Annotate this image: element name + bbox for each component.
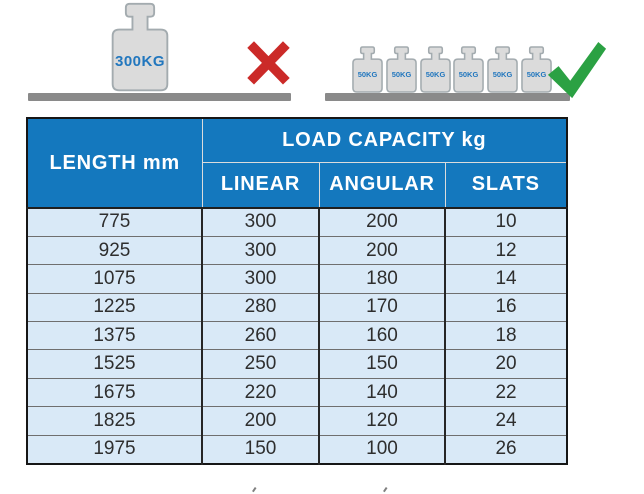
table-cell: 16	[445, 293, 567, 321]
table-row	[27, 208, 567, 236]
table-header	[27, 118, 567, 208]
table-row	[27, 407, 567, 435]
table-row	[27, 293, 567, 321]
weight-300kg-label: 300KG	[114, 53, 166, 70]
shelf-bar-right	[325, 93, 570, 101]
table-cell: 150	[202, 435, 319, 463]
table-cell: 250	[202, 350, 319, 378]
table-cell: 1975	[27, 435, 202, 463]
weight-50kg-4	[453, 46, 484, 93]
table-cell: 1825	[27, 407, 202, 435]
table-cell: 220	[202, 378, 319, 406]
weight-50kg-2	[386, 46, 417, 93]
table-cell: 160	[319, 322, 445, 350]
table-cell: 26	[445, 435, 567, 463]
table-cell: 12	[445, 236, 567, 264]
weight-50kg-label: 50KG	[357, 70, 378, 79]
weight-50kg-label: 50KG	[492, 70, 513, 79]
table-row	[27, 350, 567, 378]
weight-50kg-label: 50KG	[458, 70, 479, 79]
weight-50kg-1	[352, 46, 383, 93]
table-cell: 150	[319, 350, 445, 378]
table-cell: 200	[319, 208, 445, 236]
table-cell: 775	[27, 208, 202, 236]
table-cell: 120	[319, 407, 445, 435]
table-cell: 140	[319, 378, 445, 406]
table-row	[27, 265, 567, 293]
table-cell: 1375	[27, 322, 202, 350]
table-cell: 200	[202, 407, 319, 435]
table-cell: 200	[319, 236, 445, 264]
header-length: LENGTH mm	[27, 118, 202, 208]
table-row	[27, 378, 567, 406]
table-cell: 180	[319, 265, 445, 293]
table-row	[27, 236, 567, 264]
table-cell: 1675	[27, 378, 202, 406]
table-cell: 14	[445, 265, 567, 293]
table-row	[27, 322, 567, 350]
cutoff-graphic-mark	[383, 487, 390, 494]
table-cell: 1525	[27, 350, 202, 378]
weight-50kg-3	[420, 46, 451, 93]
check-icon	[546, 40, 608, 100]
weight-50kg-label: 50KG	[391, 70, 412, 79]
table-cell: 925	[27, 236, 202, 264]
table-cell: 100	[319, 435, 445, 463]
weight-icon	[107, 2, 173, 94]
weight-50kg-label: 50KG	[526, 70, 547, 79]
weight-50kg-label: 50KG	[425, 70, 446, 79]
loading-illustration	[0, 0, 644, 112]
table-cell: 22	[445, 378, 567, 406]
table-cell: 18	[445, 322, 567, 350]
header-load-capacity: LOAD CAPACITY kg	[202, 118, 567, 162]
table-row	[27, 435, 567, 463]
table-cell: 300	[202, 236, 319, 264]
table-cell: 1075	[27, 265, 202, 293]
header-angular: ANGULAR	[319, 162, 445, 208]
cutoff-graphic-mark	[252, 487, 259, 494]
weight-50kg-5	[487, 46, 518, 93]
table-cell: 170	[319, 293, 445, 321]
table-cell: 20	[445, 350, 567, 378]
weight-300kg	[107, 2, 173, 94]
table-body	[27, 208, 567, 464]
table-cell: 1225	[27, 293, 202, 321]
table-cell: 260	[202, 322, 319, 350]
table-cell: 10	[445, 208, 567, 236]
cross-icon	[245, 38, 292, 88]
header-linear: LINEAR	[202, 162, 319, 208]
table-cell: 300	[202, 265, 319, 293]
header-slats: SLATS	[445, 162, 567, 208]
table-cell: 24	[445, 407, 567, 435]
table-cell: 280	[202, 293, 319, 321]
table-cell: 300	[202, 208, 319, 236]
shelf-bar-left	[28, 93, 291, 101]
load-capacity-table	[26, 117, 568, 465]
